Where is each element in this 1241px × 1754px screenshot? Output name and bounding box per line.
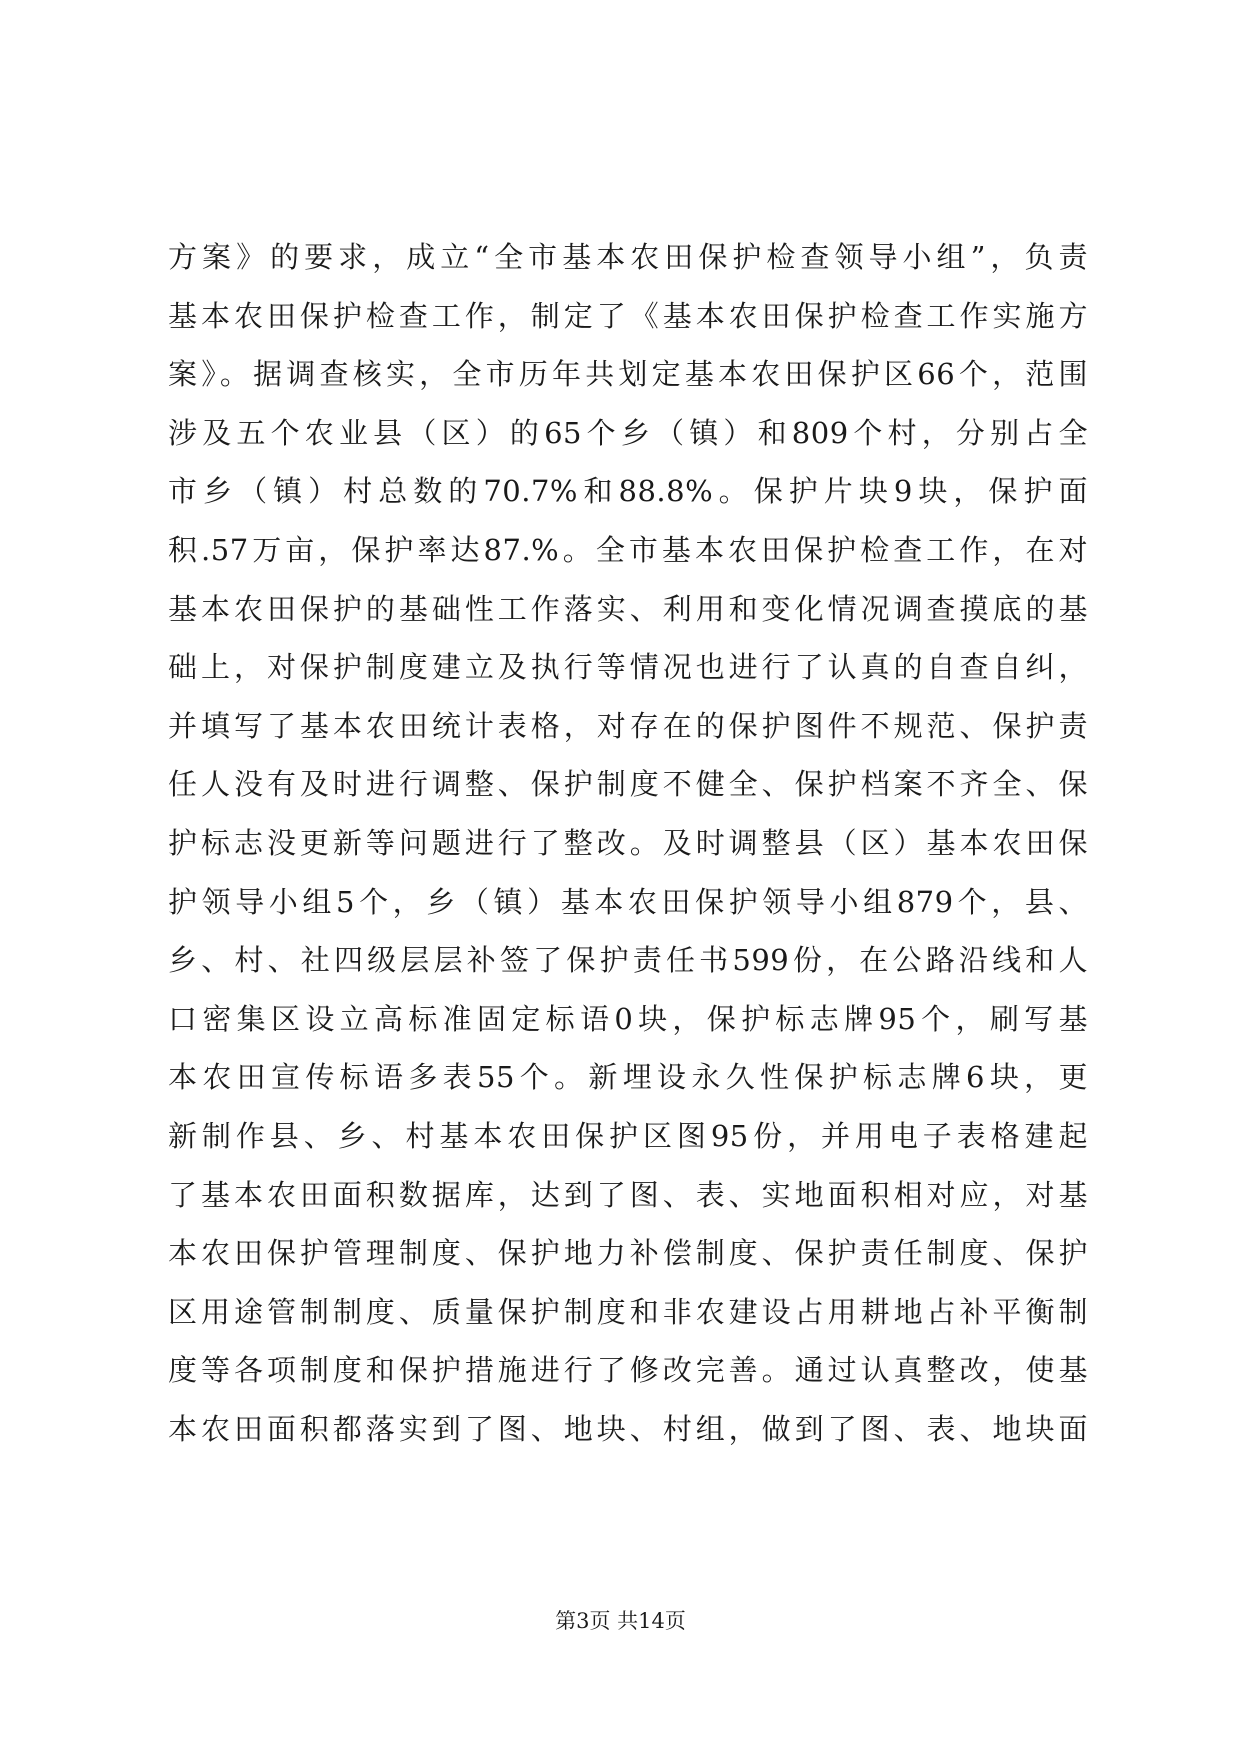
text-line: 基本农田保护的基础性工作落实、利用和变化情况调查摸底的基: [168, 591, 1088, 626]
text-line: 方案》的要求，成立“全市基本农田保护检查领导小组”，负责: [168, 240, 1088, 274]
text-line: 础上，对保护制度建立及执行等情况也进行了认真的自查自纠，: [168, 650, 1088, 685]
text-line: 案》。据调查核实，全市历年共划定基本农田保护区66个，范围: [168, 357, 1088, 392]
text-line: 乡、村、社四级层层补签了保护责任书599份，在公路沿线和人: [168, 943, 1088, 978]
text-line: 了基本农田面积数据库，达到了图、表、实地面积相对应，对基: [168, 1177, 1088, 1212]
text-line: 本农田宣传标语多表55个。新埋设永久性保护标志牌6块，更: [168, 1060, 1088, 1095]
text-line: 本农田保护管理制度、保护地力补偿制度、保护责任制度、保护: [168, 1236, 1088, 1271]
text-line: 本农田面积都落实到了图、地块、村组，做到了图、表、地块面: [168, 1411, 1088, 1446]
text-line: 市乡（镇）村总数的70.7%和88.8%。保护片块9块，保护面: [168, 474, 1088, 509]
text-line: 护领导小组5个，乡（镇）基本农田保护领导小组879个，县、: [168, 884, 1088, 919]
text-line: 度等各项制度和保护措施进行了修改完善。通过认真整改，使基: [168, 1353, 1088, 1388]
body-text: [168, 228, 1088, 1458]
text-line: 口密集区设立高标准固定标语0块，保护标志牌95个，刷写基: [168, 1001, 1088, 1036]
text-line: 涉及五个农业县（区）的65个乡（镇）和809个村，分别占全: [168, 415, 1088, 450]
text-line: 区用途管制制度、质量保护制度和非农建设占用耕地占补平衡制: [168, 1294, 1088, 1329]
text-line: 并填写了基本农田统计表格，对存在的保护图件不规范、保护责: [168, 708, 1088, 743]
text-line: 任人没有及时进行调整、保护制度不健全、保护档案不齐全、保: [168, 767, 1088, 802]
text-line: 新制作县、乡、村基本农田保护区图95份，并用电子表格建起: [168, 1118, 1088, 1153]
page-footer: [0, 1606, 1241, 1636]
text-line: 积.57万亩，保护率达87.%。全市基本农田保护检查工作，在对: [168, 532, 1088, 567]
text-line: 护标志没更新等问题进行了整改。及时调整县（区）基本农田保: [168, 825, 1088, 860]
text-line: 基本农田保护检查工作，制定了《基本农田保护检查工作实施方: [168, 298, 1088, 333]
page-number: 第3页 共14页: [555, 1609, 686, 1633]
